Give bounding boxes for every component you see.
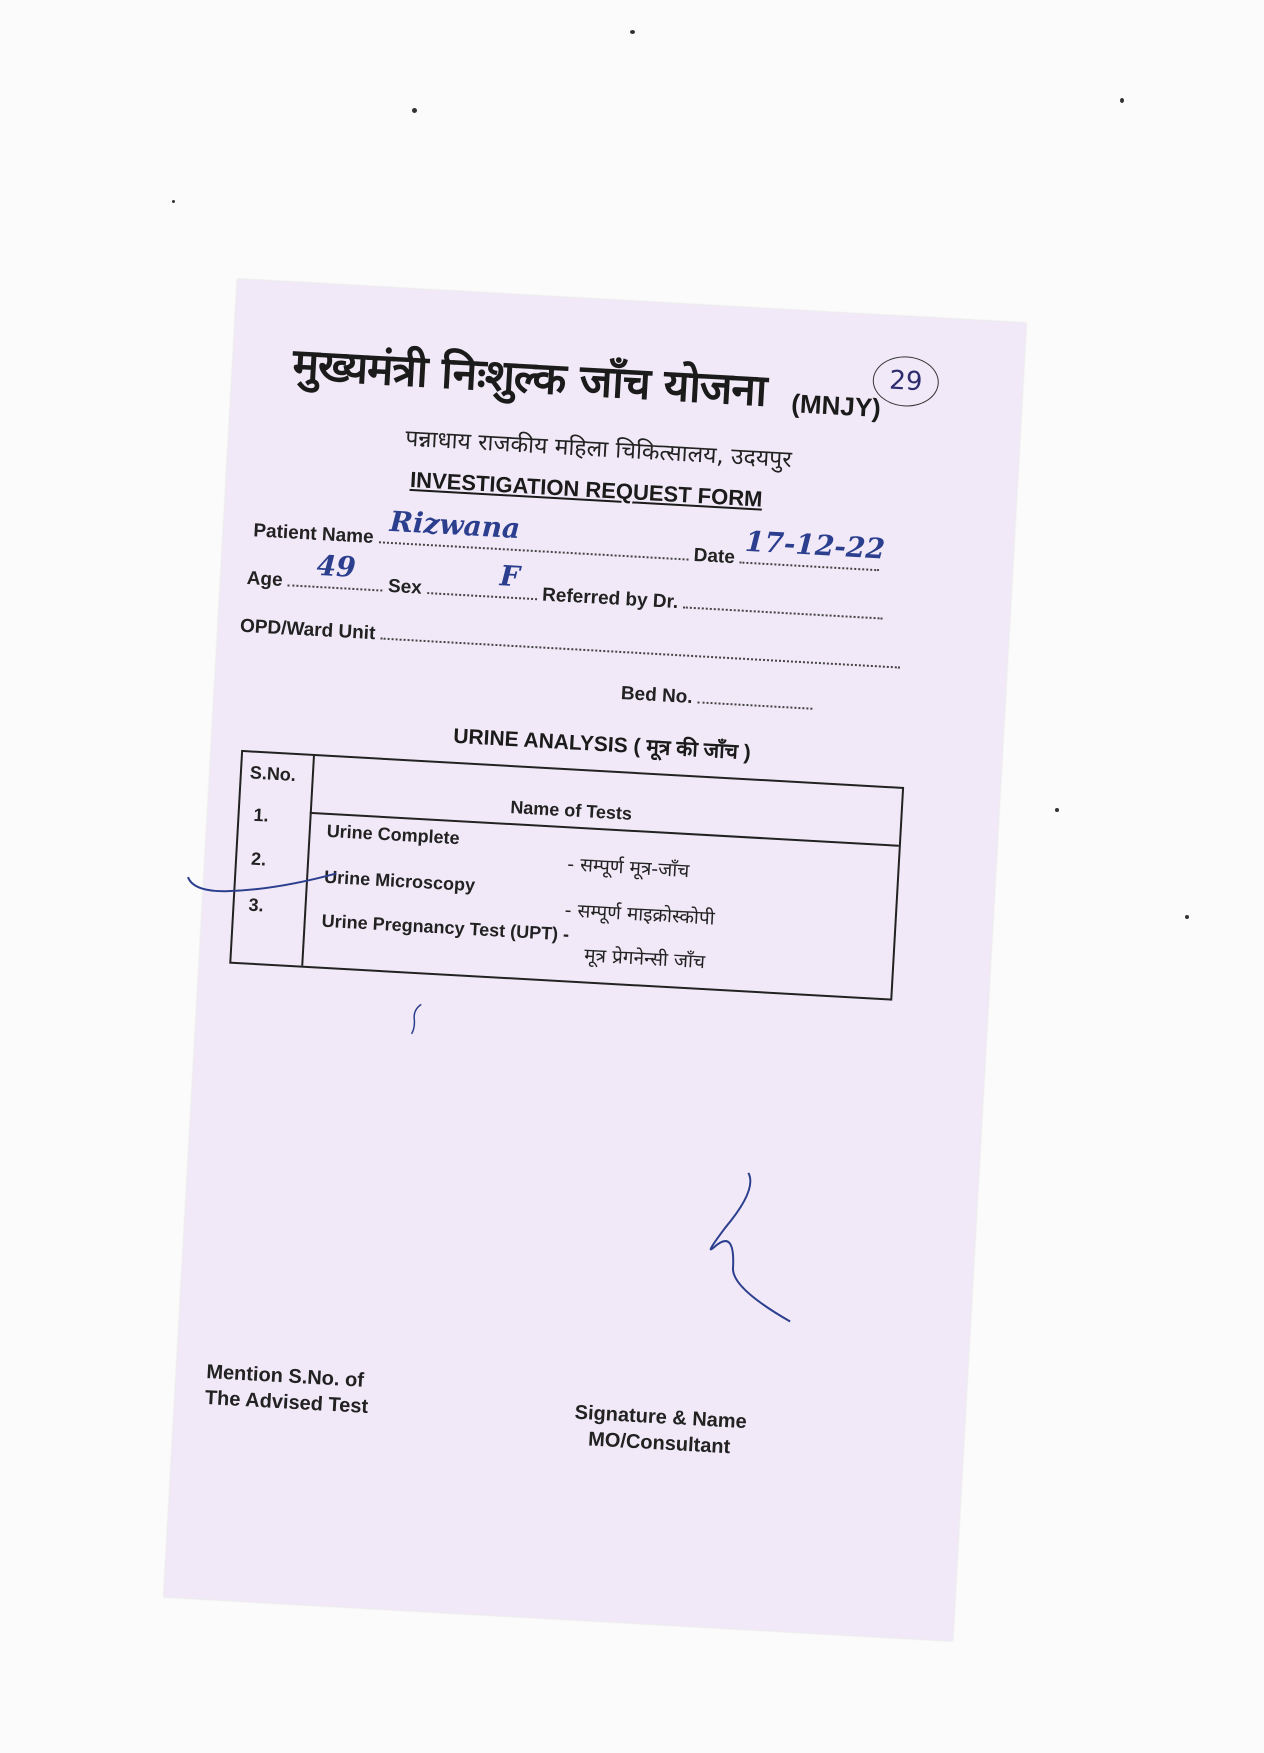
tests-table — [229, 750, 904, 1001]
column-header-test-name: Name of Tests — [509, 797, 633, 824]
scheme-title-hindi: मुख्यमंत्री निःशुल्क जाँच योजना — [291, 339, 768, 417]
date-value: 17-12-22 — [744, 524, 886, 566]
signature-label: Signature & Name — [574, 1401, 748, 1434]
mention-note-line-2: The Advised Test — [204, 1386, 369, 1419]
scan-speck — [172, 200, 175, 203]
patient-name-label: Patient Name — [252, 520, 375, 548]
test-row-1-sno: 1. — [253, 804, 270, 826]
signature-block — [573, 1400, 748, 1462]
sex-value: F — [498, 559, 521, 594]
mention-note-line-1: Mention S.No. of — [205, 1360, 365, 1392]
test-row-3-hindi: मूत्र प्रेगनेन्सी जाँच — [583, 944, 706, 974]
date-line[interactable] — [740, 524, 886, 571]
age-label: Age — [246, 567, 284, 591]
age-line[interactable] — [288, 548, 384, 591]
column-divider — [301, 756, 315, 966]
opd-row — [239, 614, 900, 675]
doctor-signature — [680, 1166, 829, 1334]
hospital-name: पन्नाधाय राजकीय महिला चिकित्सालय, उदयपुर — [404, 425, 793, 474]
test-row-3-sno: 3. — [247, 894, 265, 916]
test-row-2-hindi: - सम्पूर्ण माइक्रोस्कोपी — [564, 899, 716, 930]
mention-sno-note — [204, 1359, 370, 1420]
pen-mark — [405, 1000, 427, 1041]
referred-by-label: Referred by Dr. — [541, 584, 679, 614]
test-row-3-name[interactable]: Urine Pregnancy Test (UPT) - — [321, 910, 570, 945]
age-value: 49 — [315, 548, 357, 585]
scheme-code: (MNJY) — [790, 388, 882, 424]
selection-tick-mark — [184, 857, 347, 926]
date-label: Date — [693, 544, 736, 569]
consultant-label: MO/Consultant — [587, 1428, 731, 1459]
form-title: INVESTIGATION REQUEST FORM — [409, 466, 764, 512]
sex-line[interactable] — [427, 559, 538, 600]
scan-speck — [1185, 915, 1189, 919]
test-row-2-name[interactable]: Urine Microscopy — [323, 866, 476, 896]
scan-speck — [1055, 808, 1059, 812]
referred-by-line[interactable] — [683, 590, 884, 619]
serial-number: 29 — [888, 365, 924, 398]
bed-no-label: Bed No. — [620, 683, 694, 709]
test-row-1-name[interactable]: Urine Complete — [326, 820, 461, 849]
opd-ward-line[interactable] — [380, 622, 900, 669]
serial-number-stamp — [871, 355, 940, 409]
sex-label: Sex — [387, 575, 423, 599]
section-title: URINE ANALYSIS ( मूत्र की जाँच ) — [452, 724, 752, 765]
column-header-sno: S.No. — [249, 762, 297, 785]
patient-name-value: Rizwana — [388, 504, 522, 546]
patient-name-line[interactable] — [379, 504, 690, 560]
opd-ward-label: OPD/Ward Unit — [239, 615, 376, 645]
bed-no-line[interactable] — [698, 685, 814, 709]
scan-speck — [630, 30, 635, 34]
scan-speck — [412, 108, 417, 113]
bed-row — [620, 681, 813, 716]
scan-speck — [1120, 98, 1124, 103]
investigation-request-form — [164, 279, 1026, 1641]
test-row-2-sno: 2. — [250, 848, 267, 870]
test-row-1-hindi: - सम्पूर्ण मूत्र-जाँच — [566, 853, 690, 883]
